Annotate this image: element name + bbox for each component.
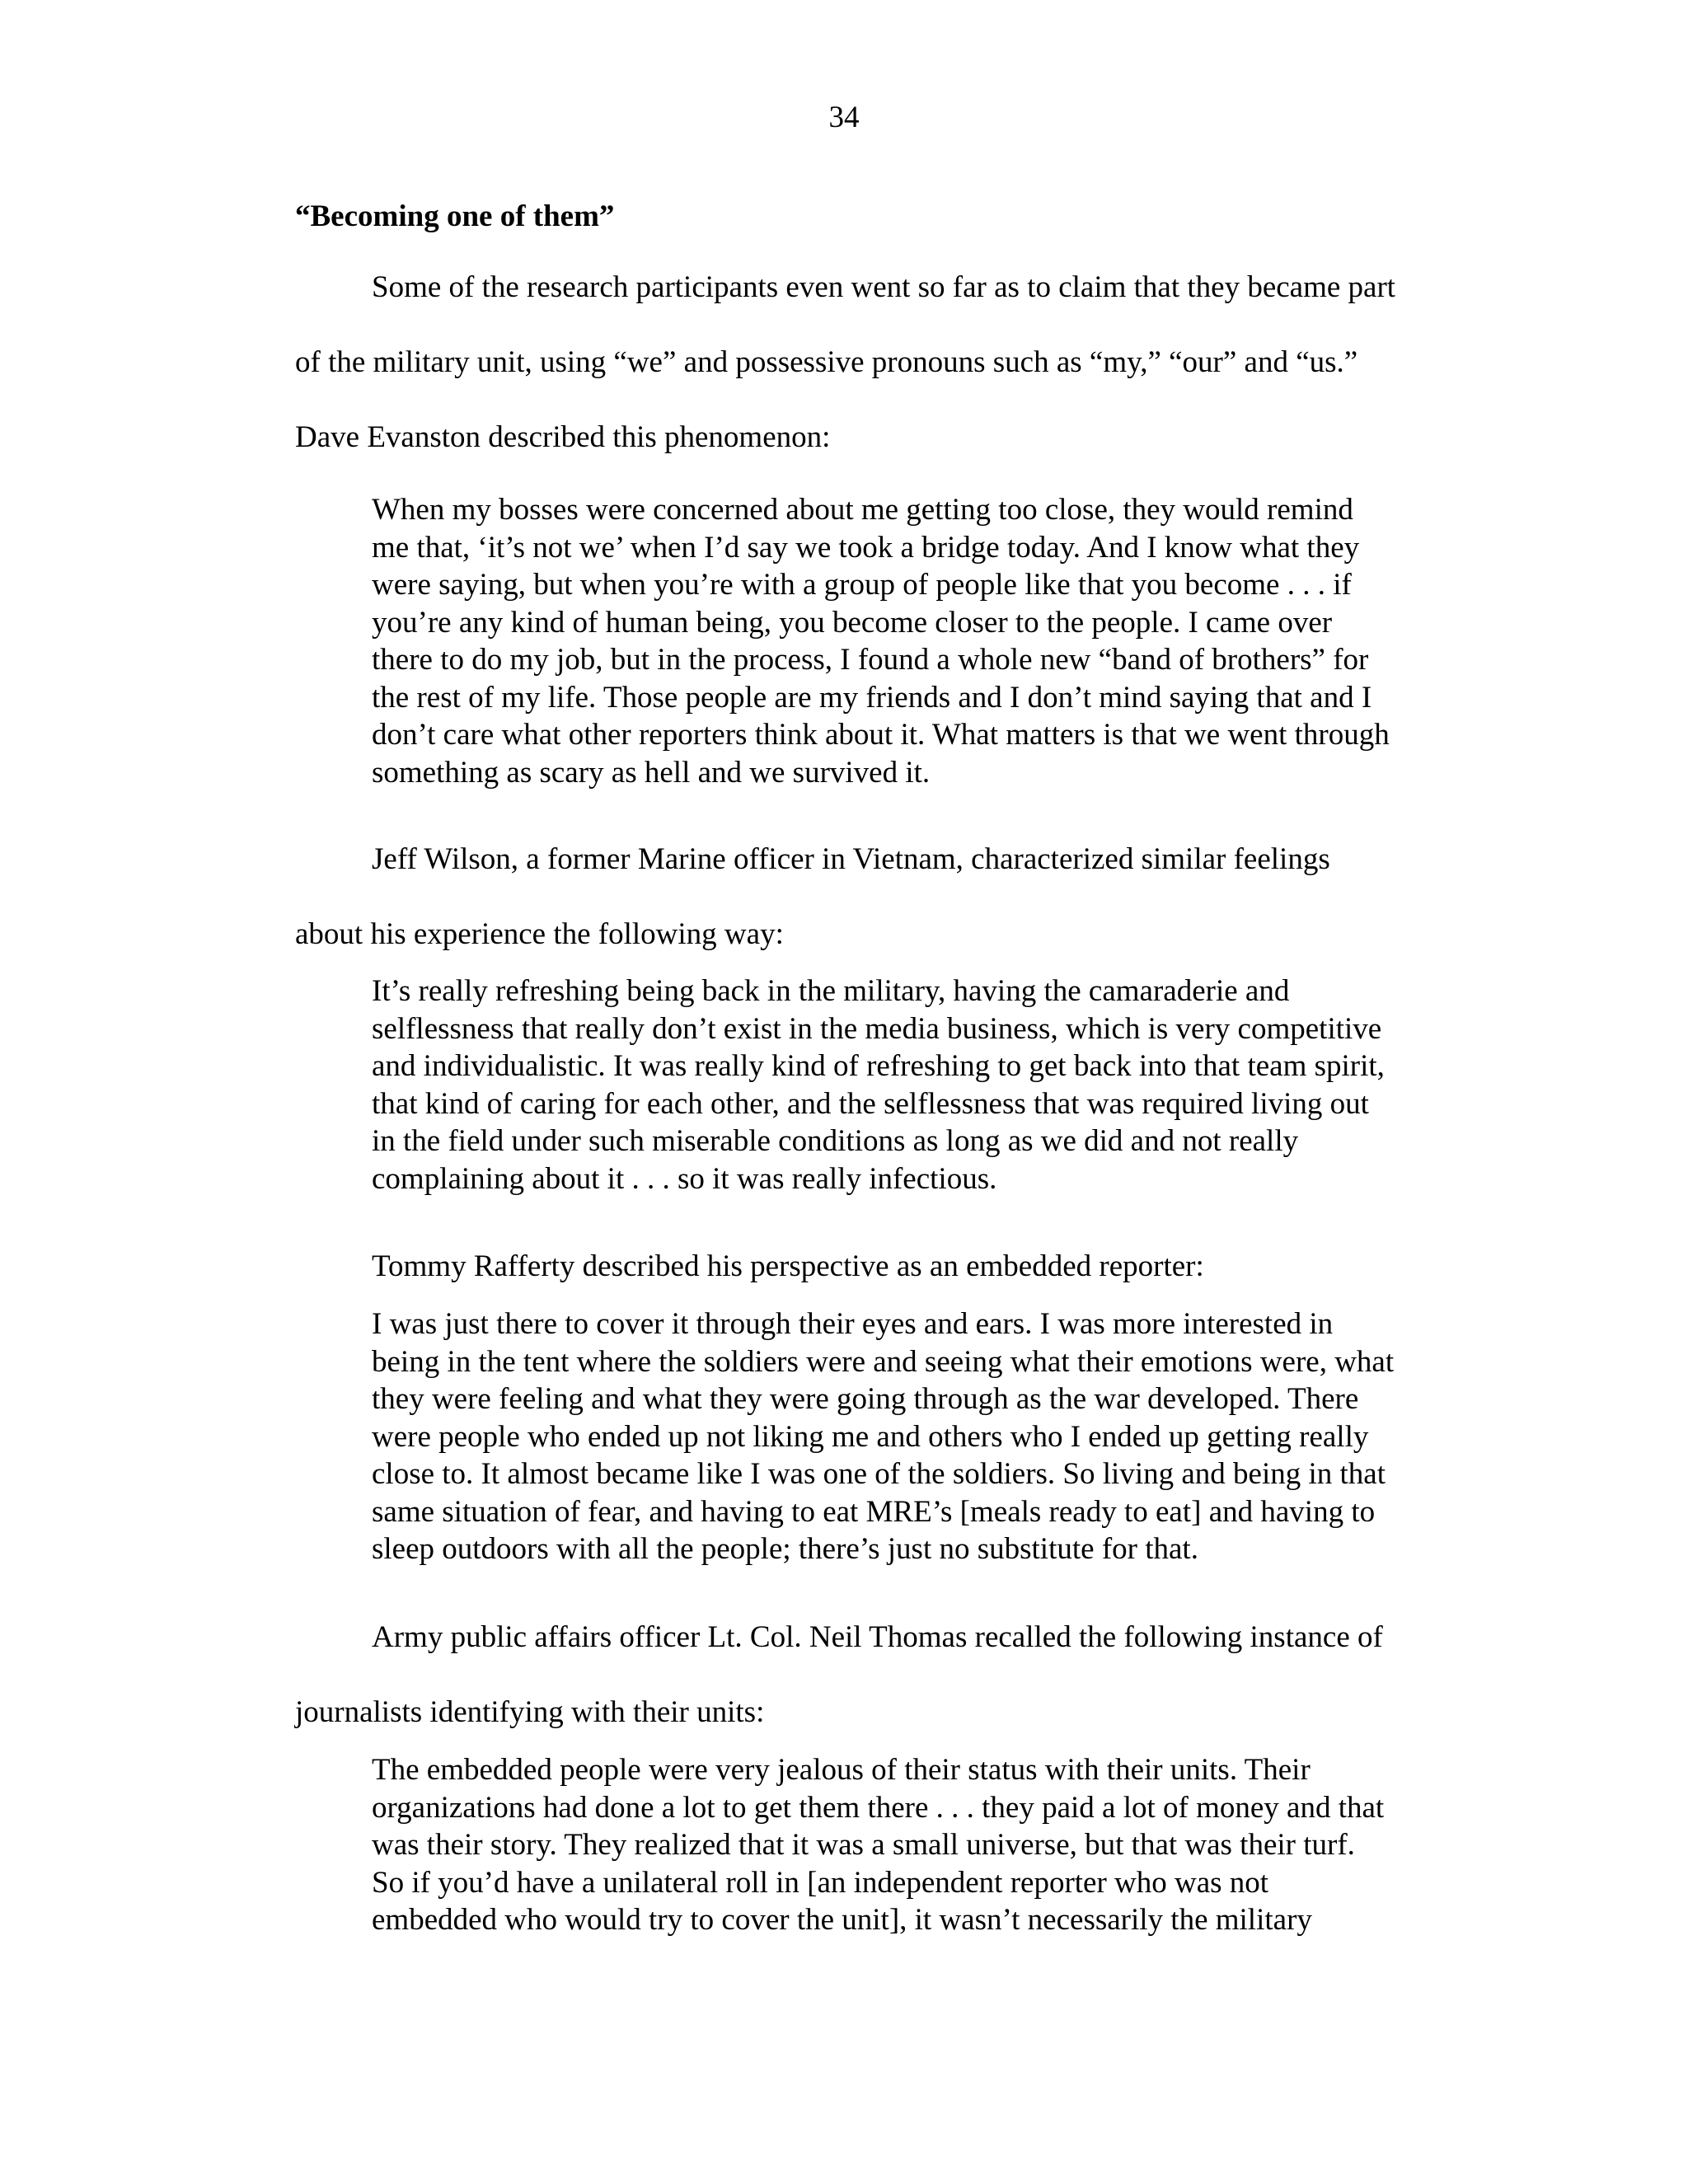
quote-line: selflessness that really don’t exist in the media business, which is very competitive bbox=[372, 1011, 1382, 1046]
quote-line: were saying, but when you’re with a group of people like that you become . . . if bbox=[372, 568, 1352, 602]
quote-line: When my bosses were concerned about me getting too close, they would remind bbox=[372, 493, 1353, 527]
quote-line: were people who ended up not liking me and others who I ended up getting really bbox=[372, 1419, 1369, 1454]
paragraph-line: Dave Evanston described this phenomenon: bbox=[295, 420, 831, 454]
body-paragraph-1 bbox=[295, 250, 1482, 475]
block-quote-1 bbox=[372, 491, 1484, 791]
block-quote-4 bbox=[372, 1751, 1484, 1939]
paragraph-line: Some of the research participants even went so far as to claim that they became part bbox=[372, 270, 1396, 304]
quote-line: don’t care what other reporters think about it. What matters is that we went through bbox=[372, 718, 1390, 752]
quote-line: that kind of caring for each other, and the selflessness that was required living out bbox=[372, 1086, 1369, 1121]
quote-line: something as scary as hell and we survived it. bbox=[372, 755, 931, 790]
paragraph-line: Tommy Rafferty described his perspective as an embedded reporter: bbox=[372, 1249, 1204, 1283]
quote-line: It’s really refreshing being back in the military, having the camaraderie and bbox=[372, 974, 1290, 1008]
paragraph-line: Jeff Wilson, a former Marine officer in Vietnam, characterized similar feelings bbox=[372, 842, 1330, 876]
quote-line: complaining about it . . . so it was really infectious. bbox=[372, 1161, 997, 1196]
page-number: 34 bbox=[828, 101, 860, 134]
quote-line: the rest of my life. Those people are my friends and I don’t mind saying that and I bbox=[372, 680, 1372, 715]
quote-line: embedded who would try to cover the unit], it wasn’t necessarily the military bbox=[372, 1903, 1312, 1937]
quote-line: sleep outdoors with all the people; there’s just no substitute for that. bbox=[372, 1532, 1198, 1566]
paragraph-line: of the military unit, using “we” and possessive pronouns such as “my,” “our” and “us.” bbox=[295, 345, 1358, 379]
section-heading: “Becoming one of them” bbox=[295, 199, 615, 233]
quote-line: in the field under such miserable conditions as long as we did and not really bbox=[372, 1124, 1299, 1158]
quote-line: same situation of fear, and having to eat MRE’s [meals ready to eat] and having to bbox=[372, 1494, 1376, 1529]
quote-line: there to do my job, but in the process, I found a whole new “band of brothers” for bbox=[372, 643, 1369, 677]
quote-line: organizations had done a lot to get them there . . . they paid a lot of money and that bbox=[372, 1790, 1385, 1825]
paragraph-line: Army public affairs officer Lt. Col. Neil Thomas recalled the following instance of bbox=[372, 1620, 1383, 1654]
body-paragraph-4 bbox=[295, 1600, 1482, 1750]
block-quote-3 bbox=[372, 1305, 1484, 1568]
paragraph-line: journalists identifying with their units: bbox=[295, 1695, 765, 1729]
quote-line: was their story. They realized that it was a small universe, but that was their turf. bbox=[372, 1828, 1355, 1862]
body-paragraph-2 bbox=[295, 822, 1482, 972]
quote-line: So if you’d have a unilateral roll in [an independent reporter who was not bbox=[372, 1865, 1269, 1900]
quote-line: I was just there to cover it through their eyes and ears. I was more interested in bbox=[372, 1307, 1334, 1341]
quote-line: The embedded people were very jealous of their status with their units. Their bbox=[372, 1753, 1311, 1787]
block-quote-2 bbox=[372, 972, 1484, 1197]
quote-line: me that, ‘it’s not we’ when I’d say we took a bridge today. And I know what they bbox=[372, 530, 1360, 565]
quote-line: and individualistic. It was really kind of refreshing to get back into that team spirit, bbox=[372, 1049, 1385, 1083]
body-paragraph-3 bbox=[295, 1229, 1482, 1304]
quote-line: close to. It almost became like I was one of the soldiers. So living and being in that bbox=[372, 1457, 1386, 1491]
paragraph-line: about his experience the following way: bbox=[295, 917, 784, 951]
quote-line: they were feeling and what they were going through as the war developed. There bbox=[372, 1382, 1359, 1416]
quote-line: being in the tent where the soldiers were and seeing what their emotions were, what bbox=[372, 1344, 1395, 1379]
quote-line: you’re any kind of human being, you become closer to the people. I came over bbox=[372, 605, 1333, 640]
